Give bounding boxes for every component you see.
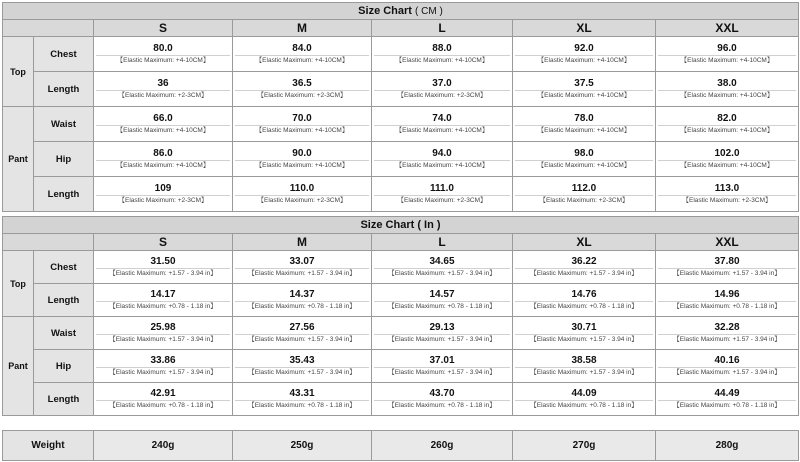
cm-measure-value: 66.0 bbox=[153, 113, 173, 124]
cm-measure-cell bbox=[372, 177, 513, 212]
cm-elastic-note: 【Elastic Maximum: +4-10CM】 bbox=[96, 160, 230, 170]
weight-value: 250g bbox=[233, 431, 372, 461]
in-measure-cell bbox=[372, 350, 513, 383]
cm-measure-cell bbox=[513, 107, 656, 142]
cm-elastic-note: 【Elastic Maximum: +4-10CM】 bbox=[515, 55, 653, 65]
in-measure-value: 32.28 bbox=[714, 322, 740, 333]
in-measure-value: 29.13 bbox=[429, 322, 455, 333]
cm-body bbox=[3, 37, 799, 212]
cm-measure-value: 88.0 bbox=[432, 43, 452, 54]
cm-chart-title-text: Size Chart bbox=[358, 5, 412, 17]
in-elastic-note: 【Elastic Maximum: +1.57 - 3.94 in】 bbox=[96, 268, 230, 278]
cm-measure-value: 36.5 bbox=[292, 78, 312, 89]
cm-elastic-note: 【Elastic Maximum: +2-3CM】 bbox=[374, 90, 510, 100]
in-measure-value: 33.86 bbox=[150, 355, 176, 366]
in-measure-value: 14.17 bbox=[150, 289, 176, 300]
in-measure-value: 14.57 bbox=[429, 289, 455, 300]
in-measure-cell bbox=[233, 350, 372, 383]
cm-elastic-note: 【Elastic Maximum: +4-10CM】 bbox=[515, 160, 653, 170]
in-measure-cell bbox=[513, 251, 656, 284]
cm-chart-title bbox=[3, 3, 799, 20]
in-elastic-note: 【Elastic Maximum: +1.57 - 3.94 in】 bbox=[374, 268, 510, 278]
weight-value: 280g bbox=[656, 431, 799, 461]
in-chart-title-text: Size Chart bbox=[360, 219, 415, 231]
in-measure-row bbox=[3, 350, 799, 383]
cm-elastic-note: 【Elastic Maximum: +4-10CM】 bbox=[235, 160, 369, 170]
cm-elastic-note: 【Elastic Maximum: +4-10CM】 bbox=[235, 125, 369, 135]
in-measure-cell bbox=[372, 251, 513, 284]
in-measure-row bbox=[3, 383, 799, 416]
in-measure-cell bbox=[94, 317, 233, 350]
in-measure-label: Waist bbox=[34, 317, 94, 350]
cm-measure-label: Length bbox=[34, 72, 94, 107]
in-measure-cell bbox=[233, 317, 372, 350]
cm-measure-value: 113.0 bbox=[714, 183, 740, 194]
in-measure-cell bbox=[656, 284, 799, 317]
cm-measure-value: 102.0 bbox=[714, 148, 740, 159]
in-measure-cell bbox=[513, 284, 656, 317]
in-measure-cell bbox=[233, 383, 372, 416]
in-measure-cell bbox=[513, 383, 656, 416]
in-measure-row bbox=[3, 284, 799, 317]
in-measure-value: 40.16 bbox=[714, 355, 740, 366]
weight-value: 270g bbox=[513, 431, 656, 461]
in-measure-label: Chest bbox=[34, 251, 94, 284]
cm-measure-value: 98.0 bbox=[574, 148, 594, 159]
cm-elastic-note: 【Elastic Maximum: +2-3CM】 bbox=[658, 195, 796, 205]
cm-measure-value: 90.0 bbox=[292, 148, 312, 159]
in-elastic-note: 【Elastic Maximum: +0.78 - 1.18 in】 bbox=[374, 400, 510, 410]
cm-elastic-note: 【Elastic Maximum: +4-10CM】 bbox=[658, 160, 796, 170]
cm-measure-row bbox=[3, 37, 799, 72]
in-measure-cell bbox=[233, 284, 372, 317]
cm-measure-label: Length bbox=[34, 177, 94, 212]
in-measure-cell bbox=[513, 317, 656, 350]
in-elastic-note: 【Elastic Maximum: +0.78 - 1.18 in】 bbox=[96, 400, 230, 410]
in-measure-cell bbox=[94, 383, 233, 416]
in-size-header: L bbox=[372, 234, 513, 251]
in-chart-unit: ( In ) bbox=[417, 219, 441, 231]
in-elastic-note: 【Elastic Maximum: +0.78 - 1.18 in】 bbox=[515, 301, 653, 311]
in-measure-value: 38.58 bbox=[571, 355, 597, 366]
weight-value: 260g bbox=[372, 431, 513, 461]
cm-measure-row bbox=[3, 142, 799, 177]
in-measure-value: 37.80 bbox=[714, 256, 740, 267]
in-measure-cell bbox=[94, 284, 233, 317]
cm-elastic-note: 【Elastic Maximum: +2-3CM】 bbox=[96, 90, 230, 100]
cm-elastic-note: 【Elastic Maximum: +4-10CM】 bbox=[658, 125, 796, 135]
weight-label: Weight bbox=[3, 431, 94, 461]
cm-measure-value: 70.0 bbox=[292, 113, 312, 124]
in-elastic-note: 【Elastic Maximum: +1.57 - 3.94 in】 bbox=[515, 367, 653, 377]
cm-elastic-note: 【Elastic Maximum: +4-10CM】 bbox=[658, 55, 796, 65]
cm-elastic-note: 【Elastic Maximum: +2-3CM】 bbox=[515, 195, 653, 205]
cm-elastic-note: 【Elastic Maximum: +4-10CM】 bbox=[515, 125, 653, 135]
in-elastic-note: 【Elastic Maximum: +0.78 - 1.18 in】 bbox=[235, 400, 369, 410]
cm-measure-cell bbox=[372, 107, 513, 142]
cm-measure-value: 111.0 bbox=[430, 183, 454, 194]
in-elastic-note: 【Elastic Maximum: +1.57 - 3.94 in】 bbox=[96, 367, 230, 377]
cm-elastic-note: 【Elastic Maximum: +4-10CM】 bbox=[515, 90, 653, 100]
in-elastic-note: 【Elastic Maximum: +1.57 - 3.94 in】 bbox=[96, 334, 230, 344]
cm-measure-value: 112.0 bbox=[571, 183, 597, 194]
in-measure-value: 43.31 bbox=[289, 388, 315, 399]
cm-measure-cell bbox=[94, 142, 233, 177]
in-measure-cell bbox=[94, 350, 233, 383]
cm-measure-cell bbox=[513, 142, 656, 177]
in-measure-cell bbox=[372, 284, 513, 317]
in-elastic-note: 【Elastic Maximum: +0.78 - 1.18 in】 bbox=[515, 400, 653, 410]
cm-measure-value: 110.0 bbox=[289, 183, 315, 194]
in-elastic-note: 【Elastic Maximum: +1.57 - 3.94 in】 bbox=[658, 268, 796, 278]
cm-size-header: M bbox=[233, 20, 372, 37]
in-elastic-note: 【Elastic Maximum: +1.57 - 3.94 in】 bbox=[235, 268, 369, 278]
in-measure-value: 27.56 bbox=[289, 322, 315, 333]
in-measure-row bbox=[3, 251, 799, 284]
cm-header-corner bbox=[3, 20, 94, 37]
cm-measure-value: 109 bbox=[154, 183, 172, 194]
cm-elastic-note: 【Elastic Maximum: +4-10CM】 bbox=[96, 55, 230, 65]
cm-measure-cell bbox=[233, 142, 372, 177]
in-elastic-note: 【Elastic Maximum: +0.78 - 1.18 in】 bbox=[658, 400, 796, 410]
cm-measure-cell bbox=[656, 37, 799, 72]
in-size-header: XXL bbox=[656, 234, 799, 251]
cm-elastic-note: 【Elastic Maximum: +2-3CM】 bbox=[374, 195, 510, 205]
cm-size-header: L bbox=[372, 20, 513, 37]
cm-measure-cell bbox=[94, 72, 233, 107]
cm-measure-cell bbox=[233, 37, 372, 72]
in-measure-cell bbox=[94, 251, 233, 284]
in-measure-label: Length bbox=[34, 383, 94, 416]
cm-measure-value: 36 bbox=[157, 78, 169, 89]
cm-measure-cell bbox=[94, 107, 233, 142]
cm-group-label: Pant bbox=[3, 107, 34, 212]
weight-table bbox=[2, 430, 799, 461]
cm-measure-value: 96.0 bbox=[717, 43, 737, 54]
cm-size-header: S bbox=[94, 20, 233, 37]
cm-elastic-note: 【Elastic Maximum: +4-10CM】 bbox=[235, 55, 369, 65]
in-body bbox=[3, 251, 799, 416]
in-elastic-note: 【Elastic Maximum: +1.57 - 3.94 in】 bbox=[658, 367, 796, 377]
in-elastic-note: 【Elastic Maximum: +1.57 - 3.94 in】 bbox=[515, 268, 653, 278]
in-measure-value: 43.70 bbox=[429, 388, 455, 399]
in-group-label: Top bbox=[3, 251, 34, 317]
cm-elastic-note: 【Elastic Maximum: +2-3CM】 bbox=[96, 195, 230, 205]
in-elastic-note: 【Elastic Maximum: +1.57 - 3.94 in】 bbox=[374, 334, 510, 344]
in-measure-value: 36.22 bbox=[571, 256, 597, 267]
in-elastic-note: 【Elastic Maximum: +0.78 - 1.18 in】 bbox=[374, 301, 510, 311]
in-measure-cell bbox=[372, 317, 513, 350]
cm-measure-cell bbox=[233, 177, 372, 212]
cm-measure-row bbox=[3, 107, 799, 142]
in-measure-cell bbox=[513, 350, 656, 383]
in-measure-value: 31.50 bbox=[150, 256, 176, 267]
cm-chart-unit: ( CM ) bbox=[415, 6, 443, 17]
cm-measure-cell bbox=[513, 177, 656, 212]
cm-measure-value: 94.0 bbox=[432, 148, 452, 159]
cm-group-label: Top bbox=[3, 37, 34, 107]
in-elastic-note: 【Elastic Maximum: +1.57 - 3.94 in】 bbox=[235, 367, 369, 377]
in-measure-cell bbox=[656, 251, 799, 284]
in-measure-label: Length bbox=[34, 284, 94, 317]
in-elastic-note: 【Elastic Maximum: +1.57 - 3.94 in】 bbox=[658, 334, 796, 344]
cm-size-header: XL bbox=[513, 20, 656, 37]
in-measure-value: 14.96 bbox=[714, 289, 740, 300]
cm-measure-cell bbox=[372, 142, 513, 177]
in-elastic-note: 【Elastic Maximum: +1.57 - 3.94 in】 bbox=[374, 367, 510, 377]
cm-measure-label: Chest bbox=[34, 37, 94, 72]
in-size-header: XL bbox=[513, 234, 656, 251]
in-measure-value: 37.01 bbox=[429, 355, 455, 366]
cm-measure-cell bbox=[233, 107, 372, 142]
in-measure-value: 25.98 bbox=[150, 322, 176, 333]
cm-measure-cell bbox=[372, 37, 513, 72]
in-measure-value: 44.49 bbox=[714, 388, 740, 399]
cm-measure-label: Hip bbox=[34, 142, 94, 177]
cm-measure-cell bbox=[656, 72, 799, 107]
in-measure-value: 42.91 bbox=[150, 388, 176, 399]
size-chart-in-table bbox=[2, 216, 799, 416]
in-measure-cell bbox=[656, 383, 799, 416]
in-measure-value: 33.07 bbox=[289, 256, 315, 267]
cm-measure-value: 37.0 bbox=[432, 78, 452, 89]
in-measure-value: 35.43 bbox=[289, 355, 315, 366]
cm-measure-label: Waist bbox=[34, 107, 94, 142]
cm-elastic-note: 【Elastic Maximum: +4-10CM】 bbox=[374, 160, 510, 170]
cm-measure-cell bbox=[94, 37, 233, 72]
cm-measure-cell bbox=[656, 107, 799, 142]
in-measure-value: 34.65 bbox=[429, 256, 455, 267]
in-group-label: Pant bbox=[3, 317, 34, 416]
in-measure-cell bbox=[233, 251, 372, 284]
cm-elastic-note: 【Elastic Maximum: +4-10CM】 bbox=[374, 125, 510, 135]
in-elastic-note: 【Elastic Maximum: +0.78 - 1.18 in】 bbox=[96, 301, 230, 311]
in-measure-value: 30.71 bbox=[571, 322, 597, 333]
in-elastic-note: 【Elastic Maximum: +1.57 - 3.94 in】 bbox=[235, 334, 369, 344]
cm-measure-value: 92.0 bbox=[574, 43, 594, 54]
cm-measure-cell bbox=[94, 177, 233, 212]
cm-measure-value: 78.0 bbox=[574, 113, 594, 124]
weight-value: 240g bbox=[94, 431, 233, 461]
cm-size-header: XXL bbox=[656, 20, 799, 37]
in-size-header: M bbox=[233, 234, 372, 251]
in-measure-cell bbox=[372, 383, 513, 416]
cm-measure-value: 74.0 bbox=[432, 113, 452, 124]
cm-measure-cell bbox=[372, 72, 513, 107]
in-size-header: S bbox=[94, 234, 233, 251]
cm-measure-cell bbox=[513, 37, 656, 72]
size-chart-cm-table bbox=[2, 2, 799, 212]
cm-measure-value: 84.0 bbox=[292, 43, 312, 54]
cm-elastic-note: 【Elastic Maximum: +4-10CM】 bbox=[658, 90, 796, 100]
cm-measure-cell bbox=[656, 142, 799, 177]
cm-elastic-note: 【Elastic Maximum: +2-3CM】 bbox=[235, 195, 369, 205]
cm-measure-row bbox=[3, 72, 799, 107]
cm-measure-value: 86.0 bbox=[153, 148, 173, 159]
in-measure-value: 14.37 bbox=[289, 289, 315, 300]
cm-elastic-note: 【Elastic Maximum: +4-10CM】 bbox=[374, 55, 510, 65]
cm-elastic-note: 【Elastic Maximum: +4-10CM】 bbox=[96, 125, 230, 135]
cm-measure-row bbox=[3, 177, 799, 212]
in-elastic-note: 【Elastic Maximum: +0.78 - 1.18 in】 bbox=[658, 301, 796, 311]
in-elastic-note: 【Elastic Maximum: +1.57 - 3.94 in】 bbox=[515, 334, 653, 344]
cm-measure-value: 37.5 bbox=[574, 78, 594, 89]
in-measure-value: 44.09 bbox=[571, 388, 597, 399]
in-measure-cell bbox=[656, 317, 799, 350]
cm-elastic-note: 【Elastic Maximum: +2-3CM】 bbox=[235, 90, 369, 100]
cm-measure-cell bbox=[656, 177, 799, 212]
in-elastic-note: 【Elastic Maximum: +0.78 - 1.18 in】 bbox=[235, 301, 369, 311]
in-measure-row bbox=[3, 317, 799, 350]
cm-measure-value: 82.0 bbox=[717, 113, 737, 124]
in-measure-label: Hip bbox=[34, 350, 94, 383]
in-measure-value: 14.76 bbox=[571, 289, 597, 300]
in-chart-title bbox=[3, 217, 799, 234]
cm-measure-value: 80.0 bbox=[153, 43, 173, 54]
in-header-corner bbox=[3, 234, 94, 251]
cm-measure-value: 38.0 bbox=[717, 78, 737, 89]
in-measure-cell bbox=[656, 350, 799, 383]
cm-measure-cell bbox=[233, 72, 372, 107]
cm-measure-cell bbox=[513, 72, 656, 107]
